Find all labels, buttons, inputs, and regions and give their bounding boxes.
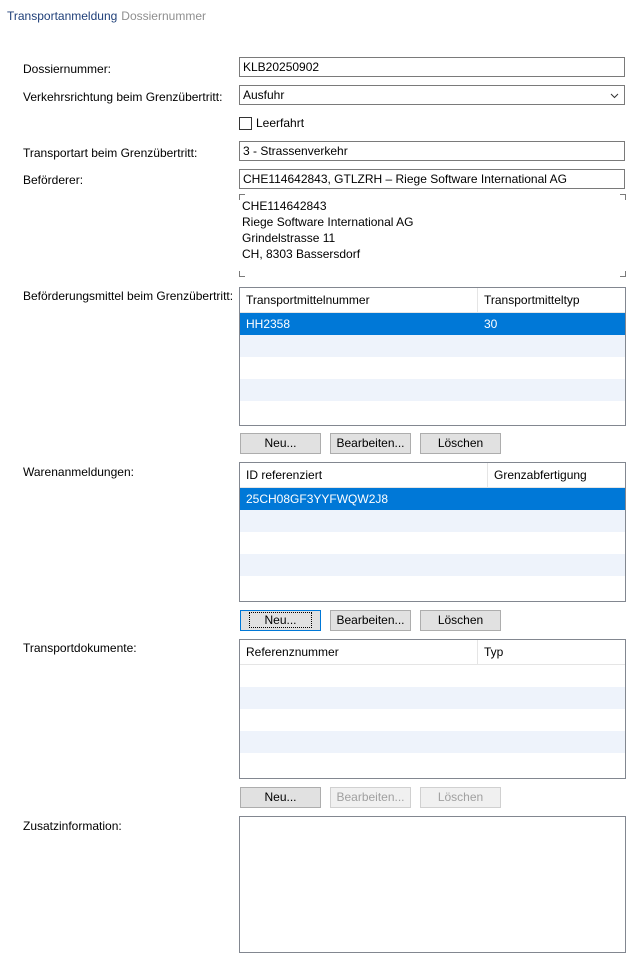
docs-label: Transportdokumente:: [23, 641, 137, 655]
column-header[interactable]: Transportmitteltyp: [484, 293, 580, 307]
table-row[interactable]: [240, 313, 625, 335]
table-row: [240, 335, 625, 357]
means-table[interactable]: [239, 287, 626, 426]
direction-select-value: Ausfuhr: [243, 88, 285, 102]
carrier-input[interactable]: CHE114642843, GTLZRH – Riege Software International AG: [239, 169, 625, 189]
breadcrumb: [7, 9, 206, 23]
goods-delete-button[interactable]: Löschen: [420, 610, 501, 631]
column-header[interactable]: Grenzabfertigung: [494, 468, 587, 482]
dossier-input[interactable]: KLB20250902: [239, 57, 625, 77]
address-line: CH, 8303 Bassersdorf: [242, 247, 361, 261]
table-cell: [488, 488, 625, 510]
means-edit-button[interactable]: Bearbeiten...: [330, 433, 411, 454]
table-row: [240, 532, 625, 554]
table-cell: 30: [484, 317, 498, 331]
address-line: CHE114642843: [242, 199, 327, 213]
carrier-label: Beförderer:: [23, 173, 84, 187]
docs-delete-button: Löschen: [420, 787, 501, 808]
table-row: [240, 687, 625, 709]
table-cell: 25CH08GF3YYFWQW2J8: [246, 492, 389, 506]
chevron-down-icon: [610, 91, 619, 100]
table-cell: HH2358: [246, 317, 291, 331]
table-row: [240, 379, 625, 401]
address-line: Riege Software International AG: [242, 215, 414, 229]
docs-new-button[interactable]: Neu...: [240, 787, 321, 808]
table-row: [240, 731, 625, 753]
corner-mark: [239, 271, 245, 277]
column-header[interactable]: Referenznummer: [240, 640, 478, 664]
table-row: [240, 709, 625, 731]
means-label: Beförderungsmittel beim Grenzübertritt:: [23, 289, 234, 303]
direction-select[interactable]: [239, 85, 625, 105]
extra-info-textarea[interactable]: [239, 816, 626, 953]
docs-table[interactable]: [239, 639, 626, 779]
extra-label: Zusatzinformation:: [23, 819, 122, 833]
table-header: [240, 463, 625, 488]
direction-label: Verkehrsrichtung beim Grenzübertritt:: [23, 90, 223, 104]
table-header: [240, 288, 625, 313]
table-row: [240, 576, 625, 598]
goods-table[interactable]: [239, 462, 626, 602]
goods-label: Warenanmeldungen:: [23, 465, 134, 479]
goods-edit-button[interactable]: Bearbeiten...: [330, 610, 411, 631]
goods-new-label: Neu...: [250, 613, 310, 627]
docs-edit-button: Bearbeiten...: [330, 787, 411, 808]
corner-mark: [620, 194, 626, 200]
empty-trip-checkbox[interactable]: [239, 116, 304, 130]
corner-mark: [620, 271, 626, 277]
column-header[interactable]: ID referenziert: [240, 463, 488, 487]
table-row: [240, 357, 625, 379]
breadcrumb-sub: Dossiernummer: [121, 9, 206, 23]
transport-input[interactable]: 3 - Strassenverkehr: [239, 141, 625, 161]
means-new-button[interactable]: Neu...: [240, 433, 321, 454]
dossier-label: Dossiernummer:: [23, 62, 112, 76]
table-row: [240, 554, 625, 576]
table-row[interactable]: [240, 488, 625, 510]
address-line: Grindelstrasse 11: [242, 231, 336, 245]
table-row: [240, 401, 625, 423]
column-header[interactable]: Transportmittelnummer: [240, 288, 478, 312]
table-header: [240, 640, 625, 665]
table-row: [240, 753, 625, 775]
table-row: [240, 510, 625, 532]
breadcrumb-current[interactable]: Transportanmeldung: [7, 9, 118, 23]
corner-mark: [239, 194, 245, 200]
table-row: [240, 665, 625, 687]
means-delete-button[interactable]: Löschen: [420, 433, 501, 454]
transport-label: Transportart beim Grenzübertritt:: [23, 146, 198, 160]
checkbox-box[interactable]: [239, 117, 252, 130]
carrier-address: [239, 194, 626, 277]
column-header[interactable]: Typ: [484, 645, 504, 659]
empty-trip-label: Leerfahrt: [256, 116, 305, 130]
goods-new-button[interactable]: [240, 610, 321, 631]
